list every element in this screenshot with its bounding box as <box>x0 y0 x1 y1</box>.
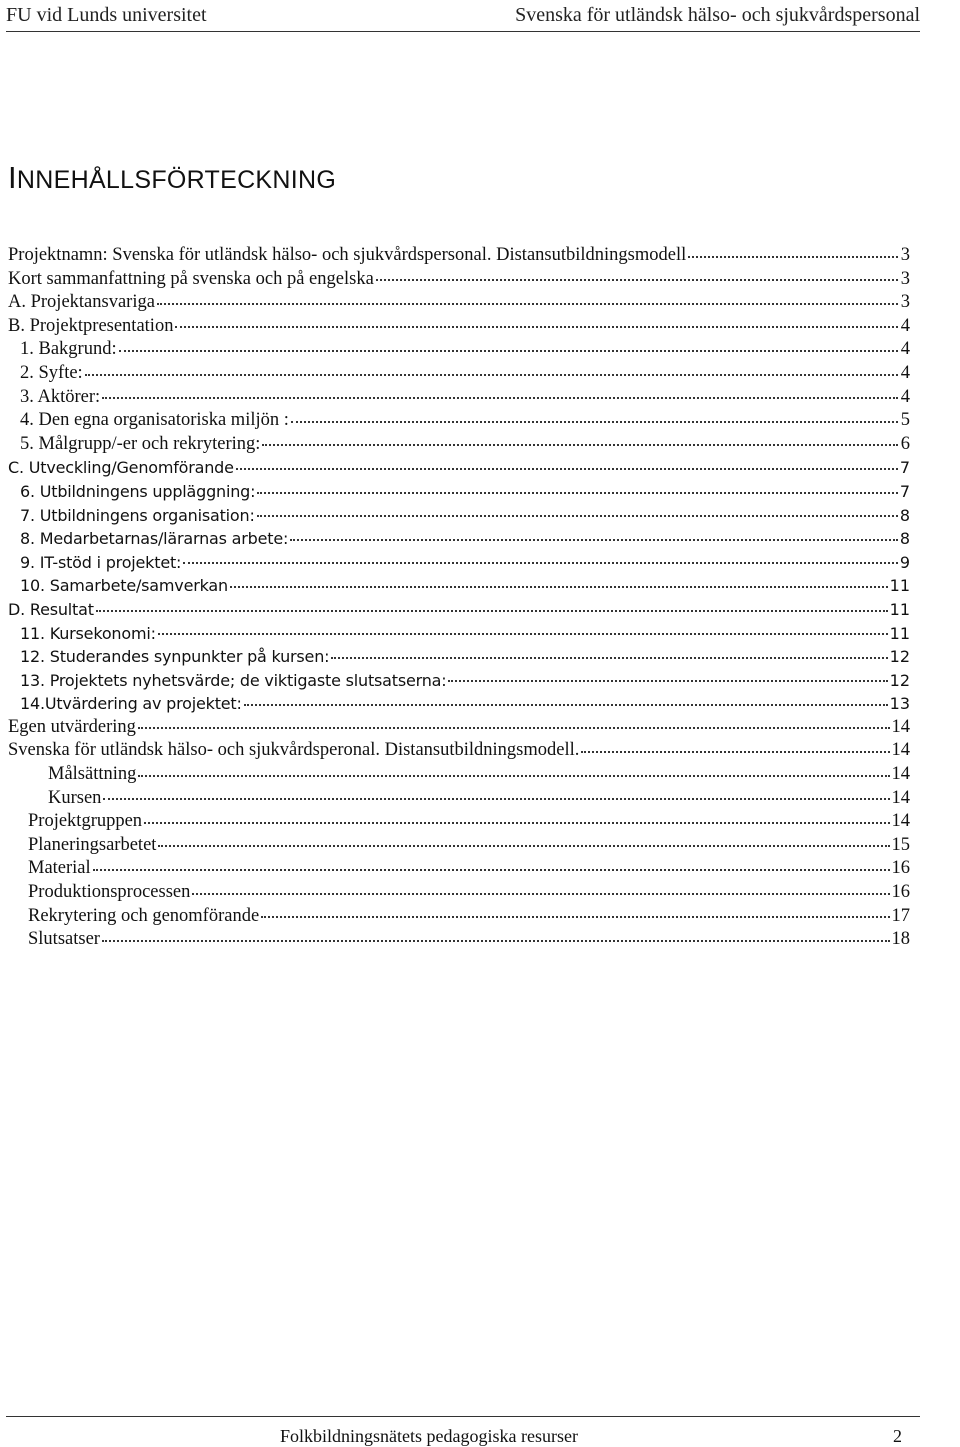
toc-entry-page: 3 <box>900 245 910 265</box>
toc-entry-label: Material <box>28 858 91 879</box>
toc-entry-label: Rekrytering och genomförande <box>28 905 260 926</box>
toc-entry-label: 13. Projektets nyhetsvärde; de viktigaste slutsatserna: <box>20 670 447 690</box>
toc-entry-page: 3 <box>900 268 910 289</box>
toc-entry-label: Svenska för utländsk hälso- och sjukvårdsperonal. Distansutbildningsmodell. <box>8 740 580 761</box>
dot-leader <box>96 610 888 612</box>
toc-entry-page: 14 <box>891 740 910 761</box>
dot-leader <box>331 657 887 659</box>
toc-entry[interactable] <box>8 409 910 433</box>
toc-entry-label: A. Projektansvariga <box>8 292 155 313</box>
dot-leader <box>376 279 898 281</box>
toc-entry-label: 1. Bakgrund: <box>20 339 117 360</box>
toc-entry-label: 4. Den egna organisatoriska miljön : <box>20 410 289 431</box>
toc-entry[interactable] <box>8 480 910 504</box>
dot-leader <box>257 492 897 494</box>
toc-entry[interactable] <box>8 433 910 457</box>
dot-leader <box>93 869 890 871</box>
toc-entry-page: 4 <box>900 386 910 407</box>
toc-entry[interactable] <box>8 739 910 763</box>
toc-entry[interactable] <box>8 810 910 834</box>
dot-leader <box>261 916 889 918</box>
table-of-contents <box>8 244 910 952</box>
toc-entry-page: 7 <box>899 481 910 501</box>
toc-entry[interactable] <box>8 928 910 952</box>
toc-entry-label: 8. Medarbetarnas/lärarnas arbete: <box>20 529 289 549</box>
toc-entry-label: 12. Studerandes synpunkter på kursen: <box>20 647 330 667</box>
toc-entry-page: 13 <box>889 694 910 714</box>
dot-leader <box>102 940 890 942</box>
toc-entry[interactable] <box>8 291 910 315</box>
toc-entry-page: 11 <box>889 576 910 596</box>
toc-entry-page: 16 <box>891 882 910 903</box>
toc-entry[interactable] <box>8 504 910 528</box>
toc-entry[interactable] <box>8 692 910 716</box>
toc-entry-label: Slutsatser <box>28 929 100 950</box>
toc-entry[interactable] <box>8 834 910 858</box>
toc-entry-label: 6. Utbildningens uppläggning: <box>20 481 256 501</box>
toc-entry[interactable] <box>8 244 910 268</box>
toc-entry-page: 14 <box>891 716 910 737</box>
toc-entry[interactable] <box>8 716 910 740</box>
dot-leader <box>158 845 889 847</box>
dot-leader <box>119 350 898 352</box>
toc-entry-page: 17 <box>891 905 910 926</box>
toc-entry-page: 14 <box>891 811 910 832</box>
dot-leader <box>138 727 890 729</box>
dot-leader <box>230 586 888 588</box>
toc-heading-rest: NNEHÅLLSFÖRTECKNING <box>16 166 337 194</box>
toc-entry[interactable] <box>8 574 910 598</box>
toc-entry-label: B. Projektpresentation <box>8 315 174 336</box>
toc-entry-label: 5. Målgrupp/-er och rekrytering: <box>20 433 261 454</box>
dot-leader <box>175 326 898 328</box>
toc-entry-label: 14.Utvärdering av projektet: <box>20 694 242 714</box>
toc-entry-label: 11. Kursekonomi: <box>20 623 156 643</box>
dot-leader <box>448 680 887 682</box>
toc-entry-page: 18 <box>891 929 910 950</box>
dot-leader <box>102 397 898 399</box>
dot-leader <box>257 515 898 517</box>
footer-divider <box>6 1416 920 1417</box>
dot-leader <box>581 751 889 753</box>
toc-entry-label: Kort sammanfattning på svenska och på engelska <box>8 268 374 289</box>
toc-entry-label: 9. IT-stöd i projektet: <box>20 552 182 572</box>
toc-entry[interactable] <box>8 456 910 480</box>
toc-entry-page: 4 <box>900 362 910 383</box>
dot-leader <box>244 704 888 706</box>
toc-entry[interactable] <box>8 645 910 669</box>
toc-entry[interactable] <box>8 598 910 622</box>
dot-leader <box>688 256 898 258</box>
footer-source: Folkbildningsnätets pedagogiska resurser <box>280 1426 578 1446</box>
header-divider <box>6 31 920 32</box>
toc-entry[interactable] <box>8 268 910 292</box>
toc-heading-initial: I <box>8 160 17 195</box>
dot-leader <box>157 303 898 305</box>
toc-entry-page: 5 <box>900 410 910 431</box>
toc-entry-page: 12 <box>889 647 910 667</box>
toc-entry-page: 3 <box>900 292 910 313</box>
toc-entry-label: Egen utvärdering <box>8 716 136 737</box>
toc-entry[interactable] <box>8 315 910 339</box>
page-number: 2 <box>893 1426 902 1446</box>
toc-entry-page: 11 <box>889 599 910 619</box>
toc-entry-label: 3. Aktörer: <box>20 386 101 407</box>
toc-entry[interactable] <box>8 787 910 811</box>
dot-leader <box>290 539 898 541</box>
toc-entry-page: 4 <box>900 339 910 360</box>
dot-leader <box>236 468 898 470</box>
dot-leader <box>144 822 889 824</box>
toc-entry[interactable] <box>8 362 910 386</box>
dot-leader <box>158 633 888 635</box>
toc-entry-label: Planeringsarbetet <box>28 834 157 855</box>
header-course-title: Svenska för utländsk hälso- och sjukvårdspersonal <box>515 3 920 26</box>
toc-entry-page: 15 <box>891 834 910 855</box>
toc-entry-page: 14 <box>891 764 910 785</box>
toc-entry[interactable] <box>8 338 910 362</box>
dot-leader <box>138 775 889 777</box>
toc-entry[interactable] <box>8 527 910 551</box>
dot-leader <box>192 893 889 895</box>
toc-entry-page: 4 <box>900 315 910 336</box>
toc-entry-page: 14 <box>891 787 910 808</box>
toc-entry-page: 6 <box>900 433 910 454</box>
toc-entry-label: C. Utveckling/Genomförande <box>8 458 234 478</box>
dot-leader <box>262 444 898 446</box>
toc-entry-page: 16 <box>891 858 910 879</box>
toc-entry-label: Projektnamn: Svenska för utländsk hälso- och sjukvårdspersonal. Distansutbildningsmodell <box>8 245 687 265</box>
dot-leader <box>291 421 898 423</box>
toc-entry-page: 8 <box>899 529 910 549</box>
toc-entry-label: Målsättning <box>48 764 137 785</box>
dot-leader <box>183 562 898 564</box>
toc-entry[interactable] <box>8 669 910 693</box>
toc-entry-label: 10. Samarbete/samverkan <box>20 576 228 596</box>
toc-heading <box>8 160 336 196</box>
toc-entry-page: 7 <box>899 458 910 478</box>
toc-entry[interactable] <box>8 763 910 787</box>
toc-entry-page: 12 <box>889 670 910 690</box>
toc-entry-label: 7. Utbildningens organisation: <box>20 505 255 525</box>
toc-entry-label: Kursen <box>48 787 102 808</box>
toc-entry-label: Produktionsprocessen <box>28 882 191 903</box>
dot-leader <box>85 374 898 376</box>
header-institution: FU vid Lunds universitet <box>6 3 207 26</box>
toc-entry[interactable] <box>8 551 910 575</box>
toc-entry-label: 2. Syfte: <box>20 362 83 383</box>
dot-leader <box>103 798 889 800</box>
toc-entry[interactable] <box>8 905 910 929</box>
toc-entry[interactable] <box>8 881 910 905</box>
page-header <box>6 0 920 30</box>
toc-entry[interactable] <box>8 622 910 646</box>
toc-entry[interactable] <box>8 386 910 410</box>
toc-entry[interactable] <box>8 857 910 881</box>
toc-entry-page: 9 <box>899 552 910 572</box>
toc-entry-page: 8 <box>899 505 910 525</box>
toc-entry-label: D. Resultat <box>8 599 94 619</box>
toc-entry-page: 11 <box>889 623 910 643</box>
toc-entry-label: Projektgruppen <box>28 811 143 832</box>
